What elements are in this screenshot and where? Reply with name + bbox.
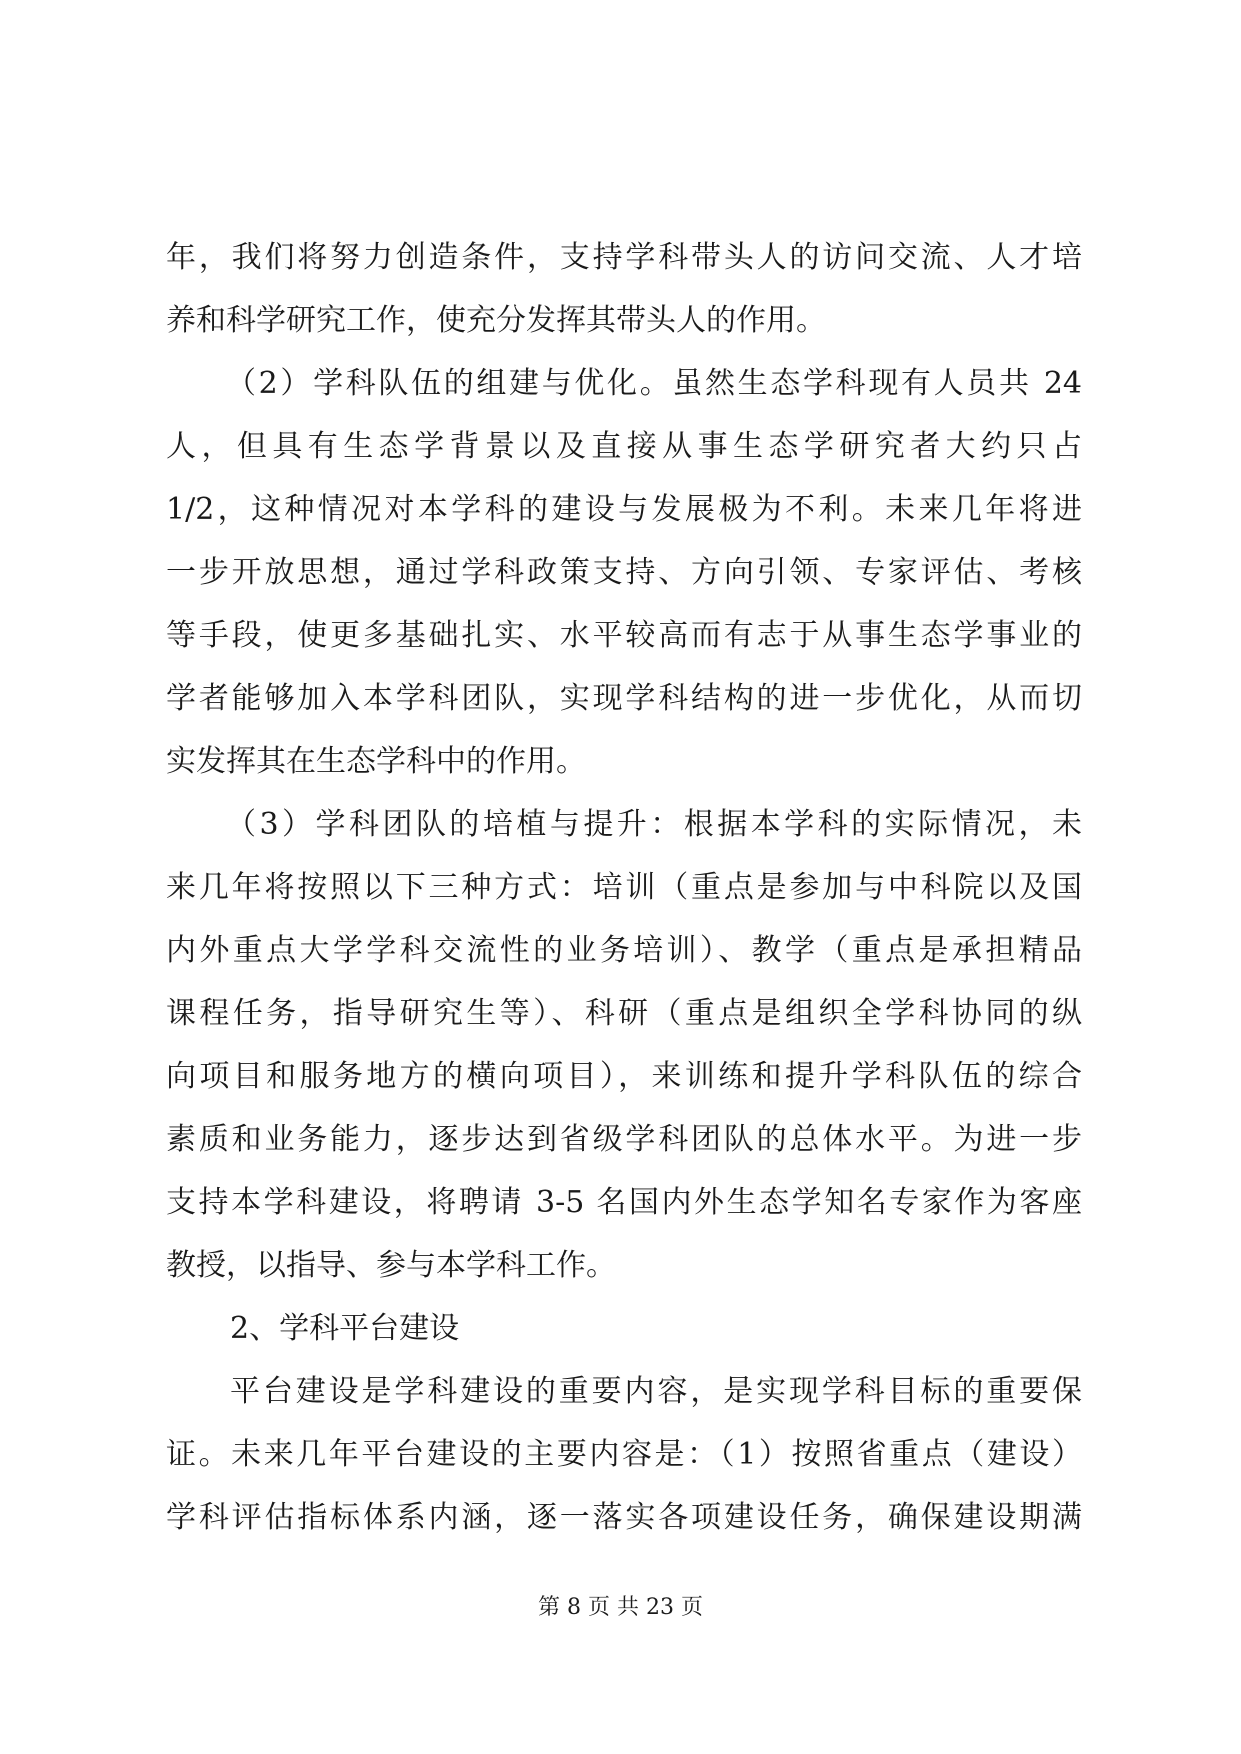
text-line: 教授，以指导、参与本学科工作。 — [166, 1248, 616, 1283]
text-line: 证。未来几年平台建设的主要内容是：（1）按照省重点（建设） — [166, 1437, 1082, 1472]
text-line: 1/2，这种情况对本学科的建设与发展极为不利。未来几年将进 — [166, 492, 1082, 527]
text-line: 一步开放思想，通过学科政策支持、方向引领、专家评估、考核 — [166, 555, 1082, 590]
text-line: 课程任务，指导研究生等）、科研（重点是组织全学科协同的纵 — [166, 996, 1082, 1031]
paragraph-start-line: （3）学科团队的培植与提升：根据本学科的实际情况，未 — [226, 807, 1082, 842]
text-line: 支持本学科建设，将聘请 3-5 名国内外生态学知名专家作为客座 — [166, 1185, 1082, 1220]
text-line: 学者能够加入本学科团队，实现学科结构的进一步优化，从而切 — [166, 681, 1082, 716]
text-line: 来几年将按照以下三种方式：培训（重点是参加与中科院以及国 — [166, 870, 1082, 905]
text-line: 等手段，使更多基础扎实、水平较高而有志于从事生态学事业的 — [166, 618, 1082, 653]
text-line: 素质和业务能力，逐步达到省级学科团队的总体水平。为进一步 — [166, 1122, 1082, 1157]
section-heading: 2、学科平台建设 — [230, 1311, 460, 1346]
text-line: 人，但具有生态学背景以及直接从事生态学研究者大约只占 — [166, 429, 1082, 464]
paragraph-start-line: （2）学科队伍的组建与优化。虽然生态学科现有人员共 24 — [226, 366, 1082, 401]
paragraph-start-line: 平台建设是学科建设的重要内容，是实现学科目标的重要保 — [230, 1374, 1082, 1409]
text-line: 学科评估指标体系内涵，逐一落实各项建设任务，确保建设期满 — [166, 1500, 1082, 1535]
text-line: 实发挥其在生态学科中的作用。 — [166, 744, 586, 779]
text-line: 内外重点大学学科交流性的业务培训）、教学（重点是承担精品 — [166, 933, 1082, 968]
page-number-footer: 第 8 页 共 23 页 — [538, 1595, 703, 1620]
text-line: 养和科学研究工作，使充分发挥其带头人的作用。 — [166, 303, 826, 338]
text-line: 年，我们将努力创造条件，支持学科带头人的访问交流、人才培 — [166, 240, 1082, 275]
document-body — [166, 226, 1082, 1549]
text-line: 向项目和服务地方的横向项目），来训练和提升学科队伍的综合 — [166, 1059, 1082, 1094]
